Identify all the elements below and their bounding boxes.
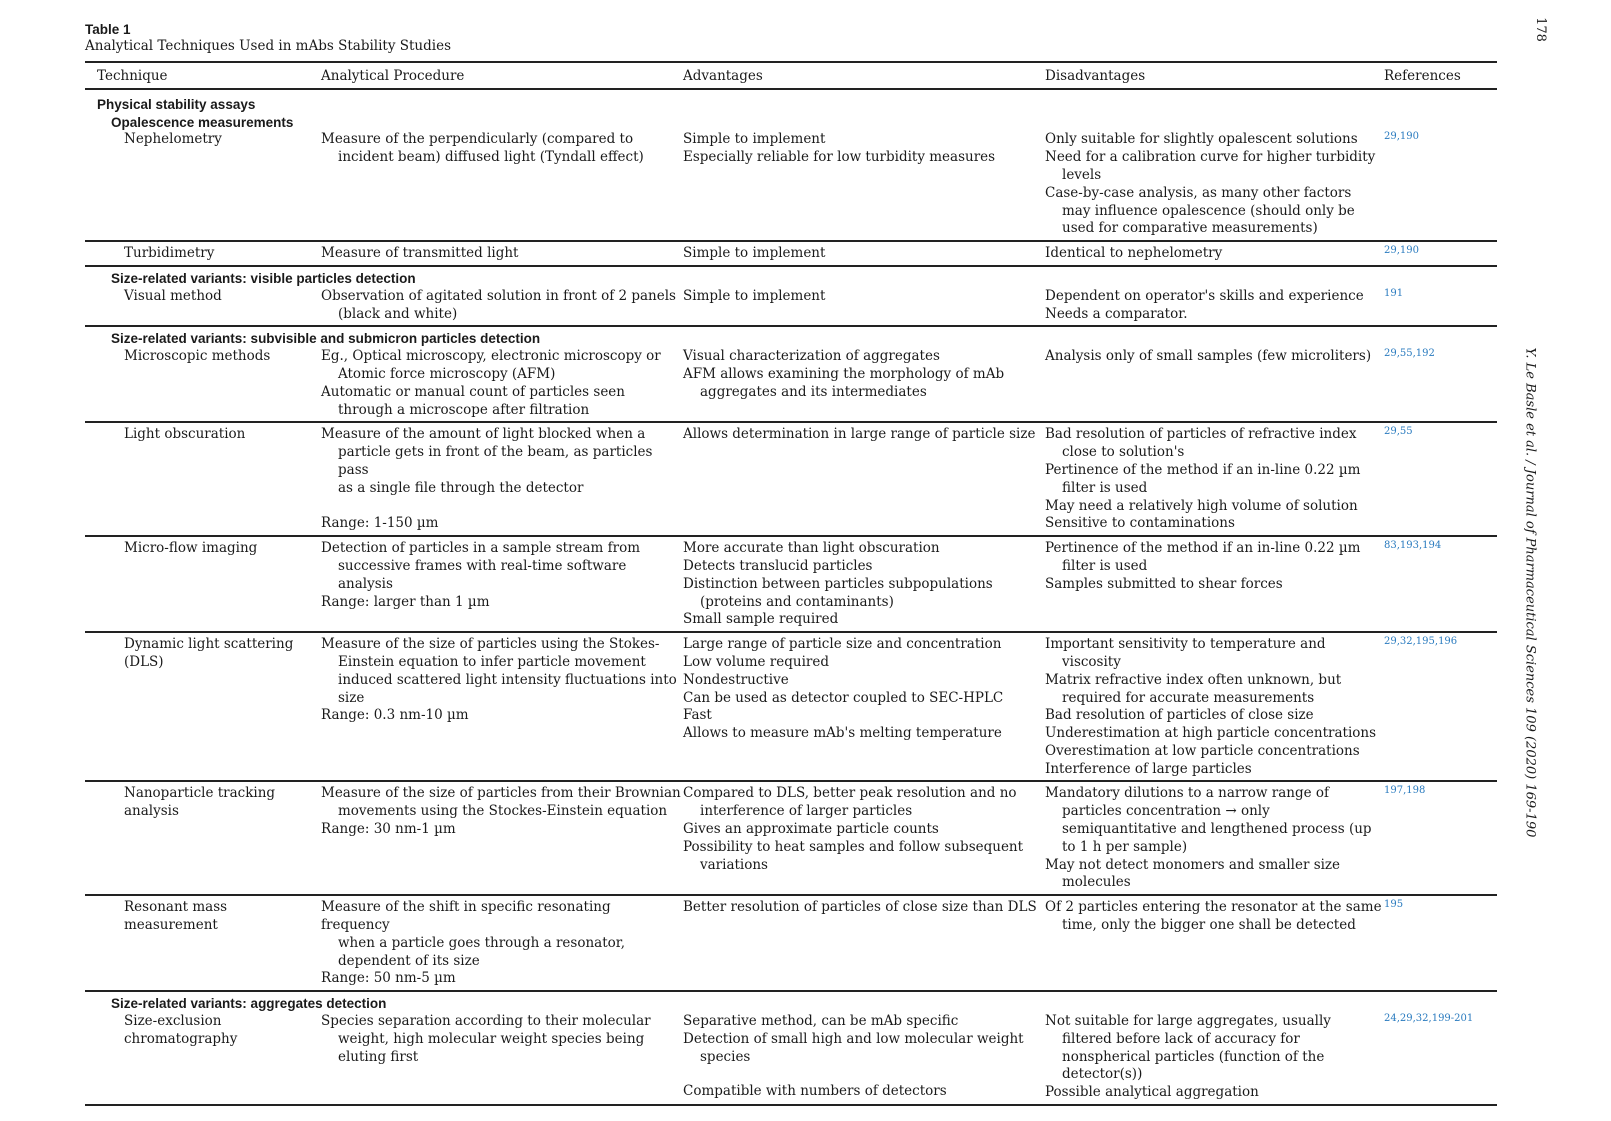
procedure-line: Measure of the shift in specific resonating frequency [321, 899, 611, 934]
disadvantages-line: May need a relatively high volume of solution [1045, 497, 1358, 514]
cell-disadvantages [1045, 245, 1384, 263]
procedure-line: through a microscope after filtration [338, 401, 590, 418]
technique-line: measurement [124, 917, 218, 934]
disadvantages-line: Pertinence of the method if an in-line 0.22 µm [1045, 461, 1361, 478]
technique-line: Resonant mass [124, 899, 228, 916]
table-group [85, 782, 1497, 896]
disadvantages-line: filter is used [1062, 479, 1148, 496]
advantages-line: species [700, 1048, 751, 1065]
disadvantages-line: close to solution's [1062, 444, 1185, 461]
procedure-line: dependent of its size [338, 952, 480, 969]
cell-advantages [683, 131, 1045, 238]
table-row [85, 1013, 1497, 1102]
table-row [85, 131, 1497, 238]
table-row [85, 899, 1497, 988]
table-row [85, 785, 1497, 892]
disadvantages-line: Mandatory dilutions to a narrow range of [1045, 785, 1329, 802]
header-references: References [1384, 68, 1461, 84]
disadvantages-line: may influence opalescence (should only be [1062, 202, 1355, 219]
group-heading: Physical stability assays [97, 96, 256, 112]
line-gap [683, 1066, 1045, 1083]
procedure-line: Range: larger than 1 µm [321, 593, 490, 610]
cell-procedure [321, 348, 683, 419]
cell-technique [85, 348, 321, 419]
table-group [85, 90, 1497, 242]
disadvantages-line: to 1 h per sample) [1062, 838, 1188, 855]
disadvantages-line: nonspherical particles (function of the [1062, 1048, 1325, 1065]
reference-link[interactable]: 197,198 [1384, 785, 1426, 797]
cell-disadvantages [1045, 899, 1384, 988]
running-head-text: Y. Le Basle et al. / Journal of Pharmaceutical Sciences 109 (2020) 169-190 [1522, 347, 1538, 838]
cell-advantages [683, 426, 1045, 533]
advantages-line: Better resolution of particles of close size than DLS [683, 899, 1037, 916]
procedure-line: incident beam) diffused light (Tyndall effect) [338, 149, 644, 166]
advantages-line: Simple to implement [683, 131, 826, 148]
cell-disadvantages [1045, 288, 1384, 324]
table-row [85, 245, 1497, 263]
advantages-line: More accurate than light obscuration [683, 540, 940, 557]
cell-advantages [683, 1013, 1045, 1102]
procedure-line: size [338, 689, 365, 706]
procedure-line: Range: 50 nm-5 µm [321, 970, 456, 987]
table-label: Table 1 [85, 22, 131, 37]
cell-disadvantages [1045, 1013, 1384, 1102]
cell-technique [85, 1013, 321, 1102]
advantages-line: Possibility to heat samples and follow subsequent [683, 838, 1024, 855]
cell-technique [85, 899, 321, 988]
disadvantages-line: Possible analytical aggregation [1045, 1084, 1259, 1101]
cell-procedure [321, 131, 683, 238]
disadvantages-line: Need for a calibration curve for higher turbidity [1045, 149, 1376, 166]
procedure-line: induced scattered light intensity fluctuations into [338, 671, 677, 688]
procedure-line: weight, high molecular weight species being [338, 1030, 645, 1047]
cell-procedure [321, 785, 683, 892]
reference-link[interactable]: 29,55 [1384, 426, 1413, 438]
advantages-line: Low volume required [683, 653, 829, 670]
cell-technique [85, 131, 321, 238]
advantages-line: AFM allows examining the morphology of mAb [683, 365, 1005, 382]
procedure-line: Species separation according to their molecular [321, 1013, 651, 1030]
cell-advantages [683, 288, 1045, 324]
advantages-line: Separative method, can be mAb specific [683, 1013, 959, 1030]
disadvantages-line: Not suitable for large aggregates, usually [1045, 1013, 1331, 1030]
disadvantages-line: Important sensitivity to temperature and [1045, 636, 1326, 653]
reference-link[interactable]: 195 [1384, 899, 1404, 911]
table-group [85, 992, 1497, 1106]
advantages-line: Visual characterization of aggregates [683, 348, 940, 365]
technique-line: Nanoparticle tracking [124, 785, 276, 802]
cell-disadvantages [1045, 348, 1384, 419]
technique-line: Size-exclusion [124, 1013, 222, 1030]
procedure-line: Automatic or manual count of particles seen [321, 383, 625, 400]
technique-line: Turbidimetry [124, 245, 215, 262]
procedure-line: analysis [338, 575, 393, 592]
table-row [85, 426, 1497, 533]
cell-disadvantages [1045, 785, 1384, 892]
procedure-line: Measure of the size of particles from their Brownian [321, 785, 681, 802]
technique-line: Visual method [124, 287, 222, 304]
advantages-line: Simple to implement [683, 287, 826, 304]
advantages-line: Large range of particle size and concentration [683, 636, 1002, 653]
disadvantages-line: filtered before lack of accuracy for [1062, 1030, 1300, 1047]
disadvantages-line: Needs a comparator. [1045, 305, 1188, 322]
procedure-line: Atomic force microscopy (AFM) [338, 365, 556, 382]
disadvantages-line: Identical to nephelometry [1045, 245, 1223, 262]
cell-technique [85, 245, 321, 263]
technique-line: (DLS) [124, 653, 164, 670]
subgroup-heading: Size-related variants: visible particles detection [111, 270, 416, 286]
technique-line: Dynamic light scattering [124, 636, 294, 653]
technique-line: Nephelometry [124, 131, 222, 148]
cell-disadvantages [1045, 636, 1384, 778]
disadvantages-line: required for accurate measurements [1062, 689, 1315, 706]
header-technique: Technique [97, 68, 168, 84]
advantages-line: Compared to DLS, better peak resolution and no [683, 785, 1017, 802]
subgroup-heading: Opalescence measurements [111, 114, 294, 130]
reference-link[interactable]: 29,55,192 [1384, 348, 1435, 360]
table-header-row [85, 61, 1497, 90]
reference-link[interactable]: 83,193,194 [1384, 540, 1442, 552]
disadvantages-line: used for comparative measurements) [1062, 220, 1318, 237]
technique-line: Micro-flow imaging [124, 540, 258, 557]
advantages-line: interference of larger particles [700, 803, 913, 820]
advantages-line: Detection of small high and low molecular weight [683, 1030, 1024, 1047]
advantages-line: aggregates and its intermediates [700, 383, 927, 400]
procedure-line: Detection of particles in a sample stream from [321, 540, 641, 557]
procedure-line: eluting first [338, 1048, 419, 1065]
cell-disadvantages [1045, 131, 1384, 238]
disadvantages-line: particles concentration → only [1062, 803, 1270, 820]
cell-advantages [683, 899, 1045, 988]
table-row [85, 288, 1497, 324]
procedure-line: (black and white) [338, 305, 458, 322]
advantages-line: Compatible with numbers of detectors [683, 1083, 947, 1100]
disadvantages-line: Bad resolution of particles of close size [1045, 707, 1314, 724]
cell-technique [85, 426, 321, 533]
advantages-line: (proteins and contaminants) [700, 593, 894, 610]
table-title: Analytical Techniques Used in mAbs Stability Studies [85, 38, 452, 54]
cell-procedure [321, 540, 683, 629]
table-group [85, 896, 1497, 992]
procedure-line: Measure of the size of particles using the Stokes- [321, 636, 660, 653]
table-group [85, 537, 1497, 633]
running-head [1520, 347, 1540, 838]
disadvantages-line: Underestimation at high particle concentrations [1045, 725, 1377, 742]
disadvantages-line: Bad resolution of particles of refractive index [1045, 426, 1357, 443]
advantages-line: Gives an approximate particle counts [683, 821, 939, 838]
table-row [85, 540, 1497, 629]
disadvantages-line: detector(s)) [1062, 1066, 1143, 1083]
procedure-line: particle gets in front of the beam, as particles pass [338, 444, 653, 478]
cell-procedure [321, 636, 683, 778]
procedure-line: successive frames with real-time software [338, 557, 627, 574]
procedure-line: Range: 1-150 µm [321, 514, 439, 531]
cell-advantages [683, 245, 1045, 263]
disadvantages-line: Sensitive to contaminations [1045, 515, 1235, 532]
line-gap [321, 498, 683, 515]
disadvantages-line: Case-by-case analysis, as many other factors [1045, 184, 1352, 201]
table-caption [85, 21, 451, 55]
cell-disadvantages [1045, 540, 1384, 629]
advantages-line: variations [700, 856, 768, 873]
analytical-techniques-table [85, 61, 1497, 1106]
procedure-line: Measure of the perpendicularly (compared to [321, 131, 634, 148]
procedure-line: Range: 30 nm-1 µm [321, 821, 456, 838]
disadvantages-line: May not detect monomers and smaller size [1045, 856, 1341, 873]
disadvantages-line: Samples submitted to shear forces [1045, 575, 1283, 592]
advantages-line: Can be used as detector coupled to SEC-HPLC [683, 689, 1004, 706]
advantages-line: Small sample required [683, 611, 839, 628]
cell-technique [85, 785, 321, 892]
advantages-line: Distinction between particles subpopulations [683, 575, 993, 592]
procedure-line: as a single file through the detector [338, 479, 584, 496]
cell-technique [85, 636, 321, 778]
disadvantages-line: Overestimation at low particle concentrations [1045, 742, 1360, 759]
header-disadvantages: Disadvantages [1045, 68, 1146, 84]
table-row [85, 348, 1497, 419]
subgroup-heading: Size-related variants: subvisible and submicron particles detection [111, 331, 541, 347]
table-group [85, 327, 1497, 423]
cell-technique [85, 288, 321, 324]
table-group [85, 242, 1497, 267]
table-group [85, 267, 1497, 327]
advantages-line: Simple to implement [683, 245, 826, 262]
table-group [85, 633, 1497, 782]
cell-procedure [321, 426, 683, 533]
reference-link[interactable]: 29,190 [1384, 245, 1419, 257]
procedure-line: Range: 0.3 nm-10 µm [321, 707, 469, 724]
technique-line: Light obscuration [124, 426, 246, 443]
advantages-line: Detects translucid particles [683, 557, 873, 574]
cell-procedure [321, 245, 683, 263]
disadvantages-line: Interference of large particles [1045, 760, 1252, 777]
disadvantages-line: Of 2 particles entering the resonator at the same [1045, 899, 1382, 916]
procedure-line: Measure of the amount of light blocked when a [321, 426, 646, 443]
technique-line: Microscopic methods [124, 348, 271, 365]
cell-disadvantages [1045, 426, 1384, 533]
header-advantages: Advantages [683, 68, 763, 84]
cell-procedure [321, 899, 683, 988]
cell-procedure [321, 288, 683, 324]
subgroup-heading: Size-related variants: aggregates detection [111, 996, 387, 1012]
table-group [85, 423, 1497, 537]
disadvantages-line: Only suitable for slightly opalescent solutions [1045, 131, 1358, 148]
disadvantages-line: molecules [1062, 874, 1131, 891]
disadvantages-line: Analysis only of small samples (few microliters) [1045, 348, 1372, 365]
advantages-line: Allows to measure mAb's melting temperature [683, 725, 1002, 742]
reference-link[interactable]: 29,190 [1384, 131, 1419, 143]
disadvantages-line: Dependent on operator's skills and experience [1045, 287, 1364, 304]
procedure-line: Eg., Optical microscopy, electronic microscopy or [321, 348, 661, 365]
technique-line: chromatography [124, 1030, 238, 1047]
procedure-line: movements using the Stockes-Einstein equation [338, 803, 668, 820]
disadvantages-line: levels [1062, 166, 1102, 183]
procedure-line: when a particle goes through a resonator, [338, 934, 626, 951]
procedure-line: Measure of transmitted light [321, 245, 519, 262]
advantages-line: Allows determination in large range of particle size [683, 426, 1036, 443]
technique-line: analysis [124, 803, 179, 820]
advantages-line: Nondestructive [683, 671, 789, 688]
disadvantages-line: filter is used [1062, 557, 1148, 574]
cell-advantages [683, 785, 1045, 892]
disadvantages-line: Pertinence of the method if an in-line 0.22 µm [1045, 540, 1361, 557]
table-body [85, 90, 1497, 1106]
disadvantages-line: viscosity [1062, 653, 1121, 670]
header-procedure: Analytical Procedure [321, 68, 465, 84]
disadvantages-line: semiquantitative and lengthened process (up [1062, 821, 1372, 838]
reference-link[interactable]: 29,32,195,196 [1384, 636, 1458, 648]
disadvantages-line: time, only the bigger one shall be detected [1062, 917, 1356, 934]
cell-technique [85, 540, 321, 629]
disadvantages-line: Matrix refractive index often unknown, but [1045, 671, 1342, 688]
cell-procedure [321, 1013, 683, 1102]
cell-advantages [683, 636, 1045, 778]
reference-link[interactable]: 24,29,32,199-201 [1384, 1013, 1474, 1025]
procedure-line: Observation of agitated solution in front of 2 panels [321, 287, 676, 304]
advantages-line: Fast [683, 707, 712, 724]
advantages-line: Especially reliable for low turbidity measures [683, 149, 996, 166]
procedure-line: Einstein equation to infer particle movement [338, 653, 646, 670]
cell-advantages [683, 348, 1045, 419]
page-number: 178 [1533, 17, 1549, 42]
reference-link[interactable]: 191 [1384, 287, 1404, 299]
cell-advantages [683, 540, 1045, 629]
table-row [85, 636, 1497, 778]
